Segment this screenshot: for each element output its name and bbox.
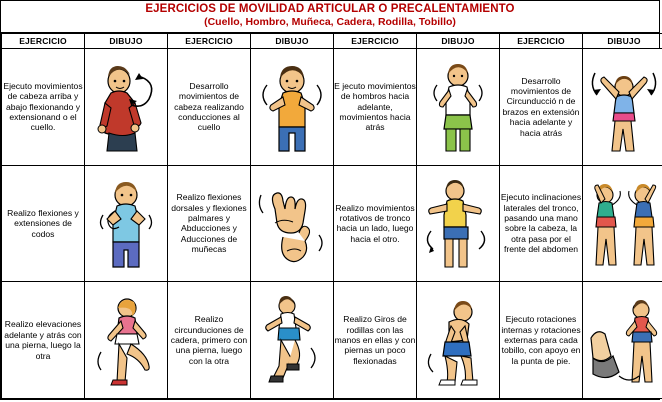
leg-raise-figure	[87, 292, 165, 388]
exercise-drawing	[583, 165, 662, 282]
exercise-description: Realizo Giros de rodillas con las manos en ellas y con piernas un poco flexionadas	[334, 282, 417, 399]
table-row	[2, 49, 662, 166]
document-title-bar	[1, 1, 659, 33]
page-title: EJERCICIOS DE MOVILIDAD ARTICULAR O PRECALENTAMIENTO	[145, 3, 515, 15]
header-drawing-1: DIBUJO	[85, 34, 168, 49]
lateral-trunk-bend-figure	[585, 175, 662, 271]
page-subtitle: (Cuello, Hombro, Muñeca, Cadera, Rodilla, Tobillo)	[204, 16, 456, 28]
header-drawing-4: DIBUJO	[583, 34, 662, 49]
exercise-drawing	[583, 49, 662, 166]
exercise-description: Ejecuto inclinaciones laterales del tronco, pasando una mano sobre la cabeza, la otra pasa por el frente del abdomen	[500, 165, 583, 282]
knee-rotation-figure	[419, 292, 497, 388]
neck-rotation-figure	[253, 59, 331, 155]
trunk-rotation-figure	[419, 175, 497, 271]
exercise-drawing	[251, 165, 334, 282]
exercise-description: Realizo circunduciones de cadera, primero con una pierna, luego con la otra	[168, 282, 251, 399]
exercise-description: Desarrollo movimientos de cabeza realizando conducciones al cuello	[168, 49, 251, 166]
header-exercise-1: EJERCICIO	[2, 34, 85, 49]
exercise-drawing	[251, 49, 334, 166]
exercise-description: Realizo elevaciones adelante y atrás con una pierna, luego la otra	[2, 282, 85, 399]
exercise-drawing	[417, 165, 500, 282]
exercise-table	[1, 33, 662, 399]
table-header-row	[2, 34, 662, 49]
exercise-description: E jecuto movimientos de hombros hacia adelante, movimientos hacia atrás	[334, 49, 417, 166]
exercise-description: Realizo flexiones y extensiones de codos	[2, 165, 85, 282]
hip-circumduction-figure	[253, 292, 331, 388]
exercise-drawing	[417, 282, 500, 399]
exercise-description: Ejecuto rotaciones internas y rotaciones externas para cada tobillo, con apoyo en la punta de pie.	[500, 282, 583, 399]
ankle-rotation-figure	[585, 292, 662, 388]
exercise-drawing	[417, 49, 500, 166]
exercise-drawing	[583, 282, 662, 399]
exercise-description: Desarrollo movimientos de Circunducció n de brazos en extensión hacia adelante y hacia atrás	[500, 49, 583, 166]
exercise-drawing	[85, 165, 168, 282]
exercise-description: Ejecuto movimientos de cabeza arriba y abajo flexionando y extensionand o el cuello.	[2, 49, 85, 166]
shoulder-circles-figure	[419, 59, 497, 155]
header-exercise-2: EJERCICIO	[168, 34, 251, 49]
header-exercise-4: EJERCICIO	[500, 34, 583, 49]
exercise-drawing	[251, 282, 334, 399]
table-row	[2, 282, 662, 399]
exercise-description: Realizo movimientos rotativos de tronco hacia un lado, luego hacia el otro.	[334, 165, 417, 282]
header-exercise-3: EJERCICIO	[334, 34, 417, 49]
elbow-flexion-figure	[87, 175, 165, 271]
neck-flexion-extension-figure	[87, 59, 165, 155]
wrist-movement-figure	[253, 175, 331, 271]
exercise-drawing	[85, 282, 168, 399]
header-drawing-3: DIBUJO	[417, 34, 500, 49]
header-drawing-2: DIBUJO	[251, 34, 334, 49]
table-row	[2, 165, 662, 282]
exercise-description: Realizo flexiones dorsales y flexiones palmares y Abducciones y Aducciones de muñecas	[168, 165, 251, 282]
exercise-drawing	[85, 49, 168, 166]
arm-circumduction-figure	[585, 59, 662, 155]
